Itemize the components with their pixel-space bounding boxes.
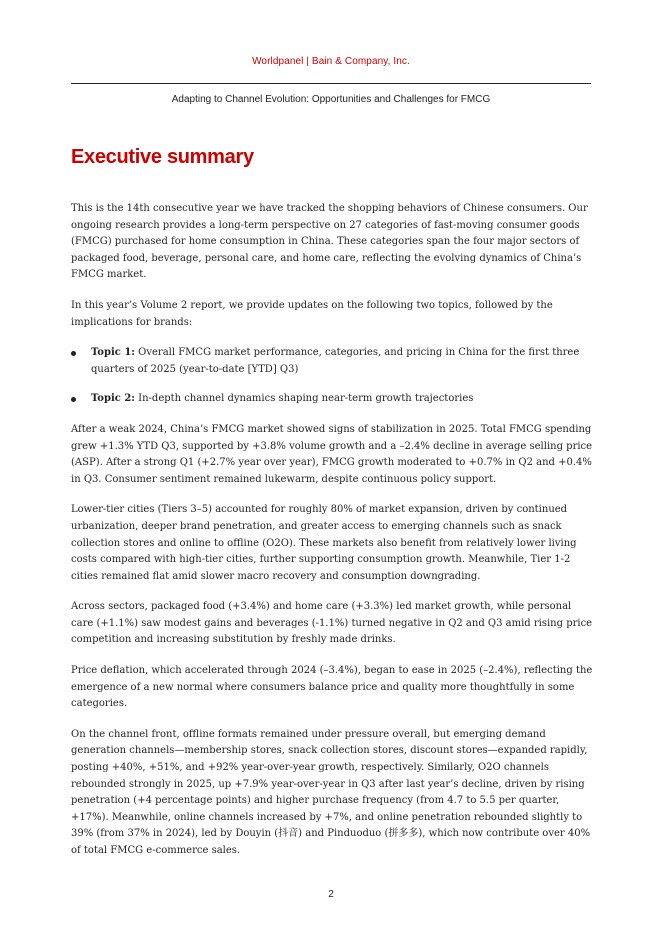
header-divider <box>71 83 591 84</box>
bullet-icon <box>71 351 76 356</box>
topic-label: Topic 1: <box>91 347 135 359</box>
list-item <box>71 345 593 378</box>
bullet-icon <box>71 397 76 402</box>
paragraph-market-overview: After a weak 2024, China’s FMCG market showed signs of stabilization in 2025. Total FMCG spending grew +1.3% YTD Q3, supported by +3.8% volume growth and a –2.4% decline in average selling price (ASP). After a strong Q1 (+2.7% year over year), FMCG growth moderated to +0.7% in Q2 and +0.4% in Q3. Consumer sentiment remained lukewarm, despite continuous policy support. <box>71 423 593 485</box>
paragraph-city-tiers: Lower-tier cities (Tiers 3–5) accounted for roughly 80% of market expansion, driven by continued urbanization, deeper brand penetration, and greater access to emerging channels such as snack collection stores and online to offline (O2O). These markets also benefit from relatively lower living costs compared with high-tier cities, further supporting consumption growth. Meanwhile, Tier 1-2 cities remained flat amid slower macro recovery and consumption downgrading. <box>71 504 577 582</box>
page-number: 2 <box>328 889 334 900</box>
list-item <box>71 391 593 408</box>
topic-text: Overall FMCG market performance, categories, and pricing in China for the first three quarters of 2025 (year-to-date [YTD] Q3) <box>91 347 580 375</box>
body-text <box>71 201 593 874</box>
paragraph-intro: This is the 14th consecutive year we have tracked the shopping behaviors of Chinese consumers. Our ongoing research provides a long-term perspective on 27 categories of fast-moving consumer goods (FMCG) purchased for home consumption in China. These categories span the four major sectors of packaged food, beverage, personal care, and home care, reflecting the evolving dynamics of China’s FMCG market. <box>71 203 588 281</box>
topic-label: Topic 2: <box>91 393 135 405</box>
paragraph-topics-lead: In this year’s Volume 2 report, we provide updates on the following two topics, followed by the implications for brands: <box>71 299 553 328</box>
header-brand: Worldpanel | Bain & Company, Inc. <box>252 56 410 67</box>
paragraph-sectors: Across sectors, packaged food (+3.4%) and home care (+3.3%) led market growth, while personal care (+1.1%) saw modest gains and beverages (-1.1%) turned negative in Q2 and Q3 amid rising price competition and increasing substitution by freshly made drinks. <box>71 601 593 646</box>
report-title: Adapting to Channel Evolution: Opportunities and Challenges for FMCG <box>171 94 491 105</box>
topics-list <box>71 345 593 408</box>
section-heading: Executive summary <box>71 146 254 168</box>
paragraph-price-deflation: Price deflation, which accelerated through 2024 (–3.4%), began to ease in 2025 (–2.4%), reflecting the emergence of a new normal where consumers balance price and quality more thoughtfully in some categories. <box>71 665 593 710</box>
topic-text: In-depth channel dynamics shaping near-term growth trajectories <box>134 393 474 405</box>
paragraph-channels: On the channel front, offline formats remained under pressure overall, but emerging demand generation channels—membership stores, snack collection stores, discount stores—expanded rapidly, posting +40%, +51%, and +92% year-over-year growth, respectively. Similarly, O2O channels rebounded strongly in 2025, up +7.9% year-over-year in Q3 after last year’s decline, driven by rising penetration (+4 percentage points) and higher purchase frequency (from 4.7 to 5.5 per quarter, +17%). Meanwhile, online channels increased by +7%, and online penetration rebounded slightly to 39% (from 37% in 2024), led by Douyin (抖音) and Pinduoduo (拼多多), which now contribute over 40% of total FMCG e-commerce sales. <box>71 728 591 856</box>
